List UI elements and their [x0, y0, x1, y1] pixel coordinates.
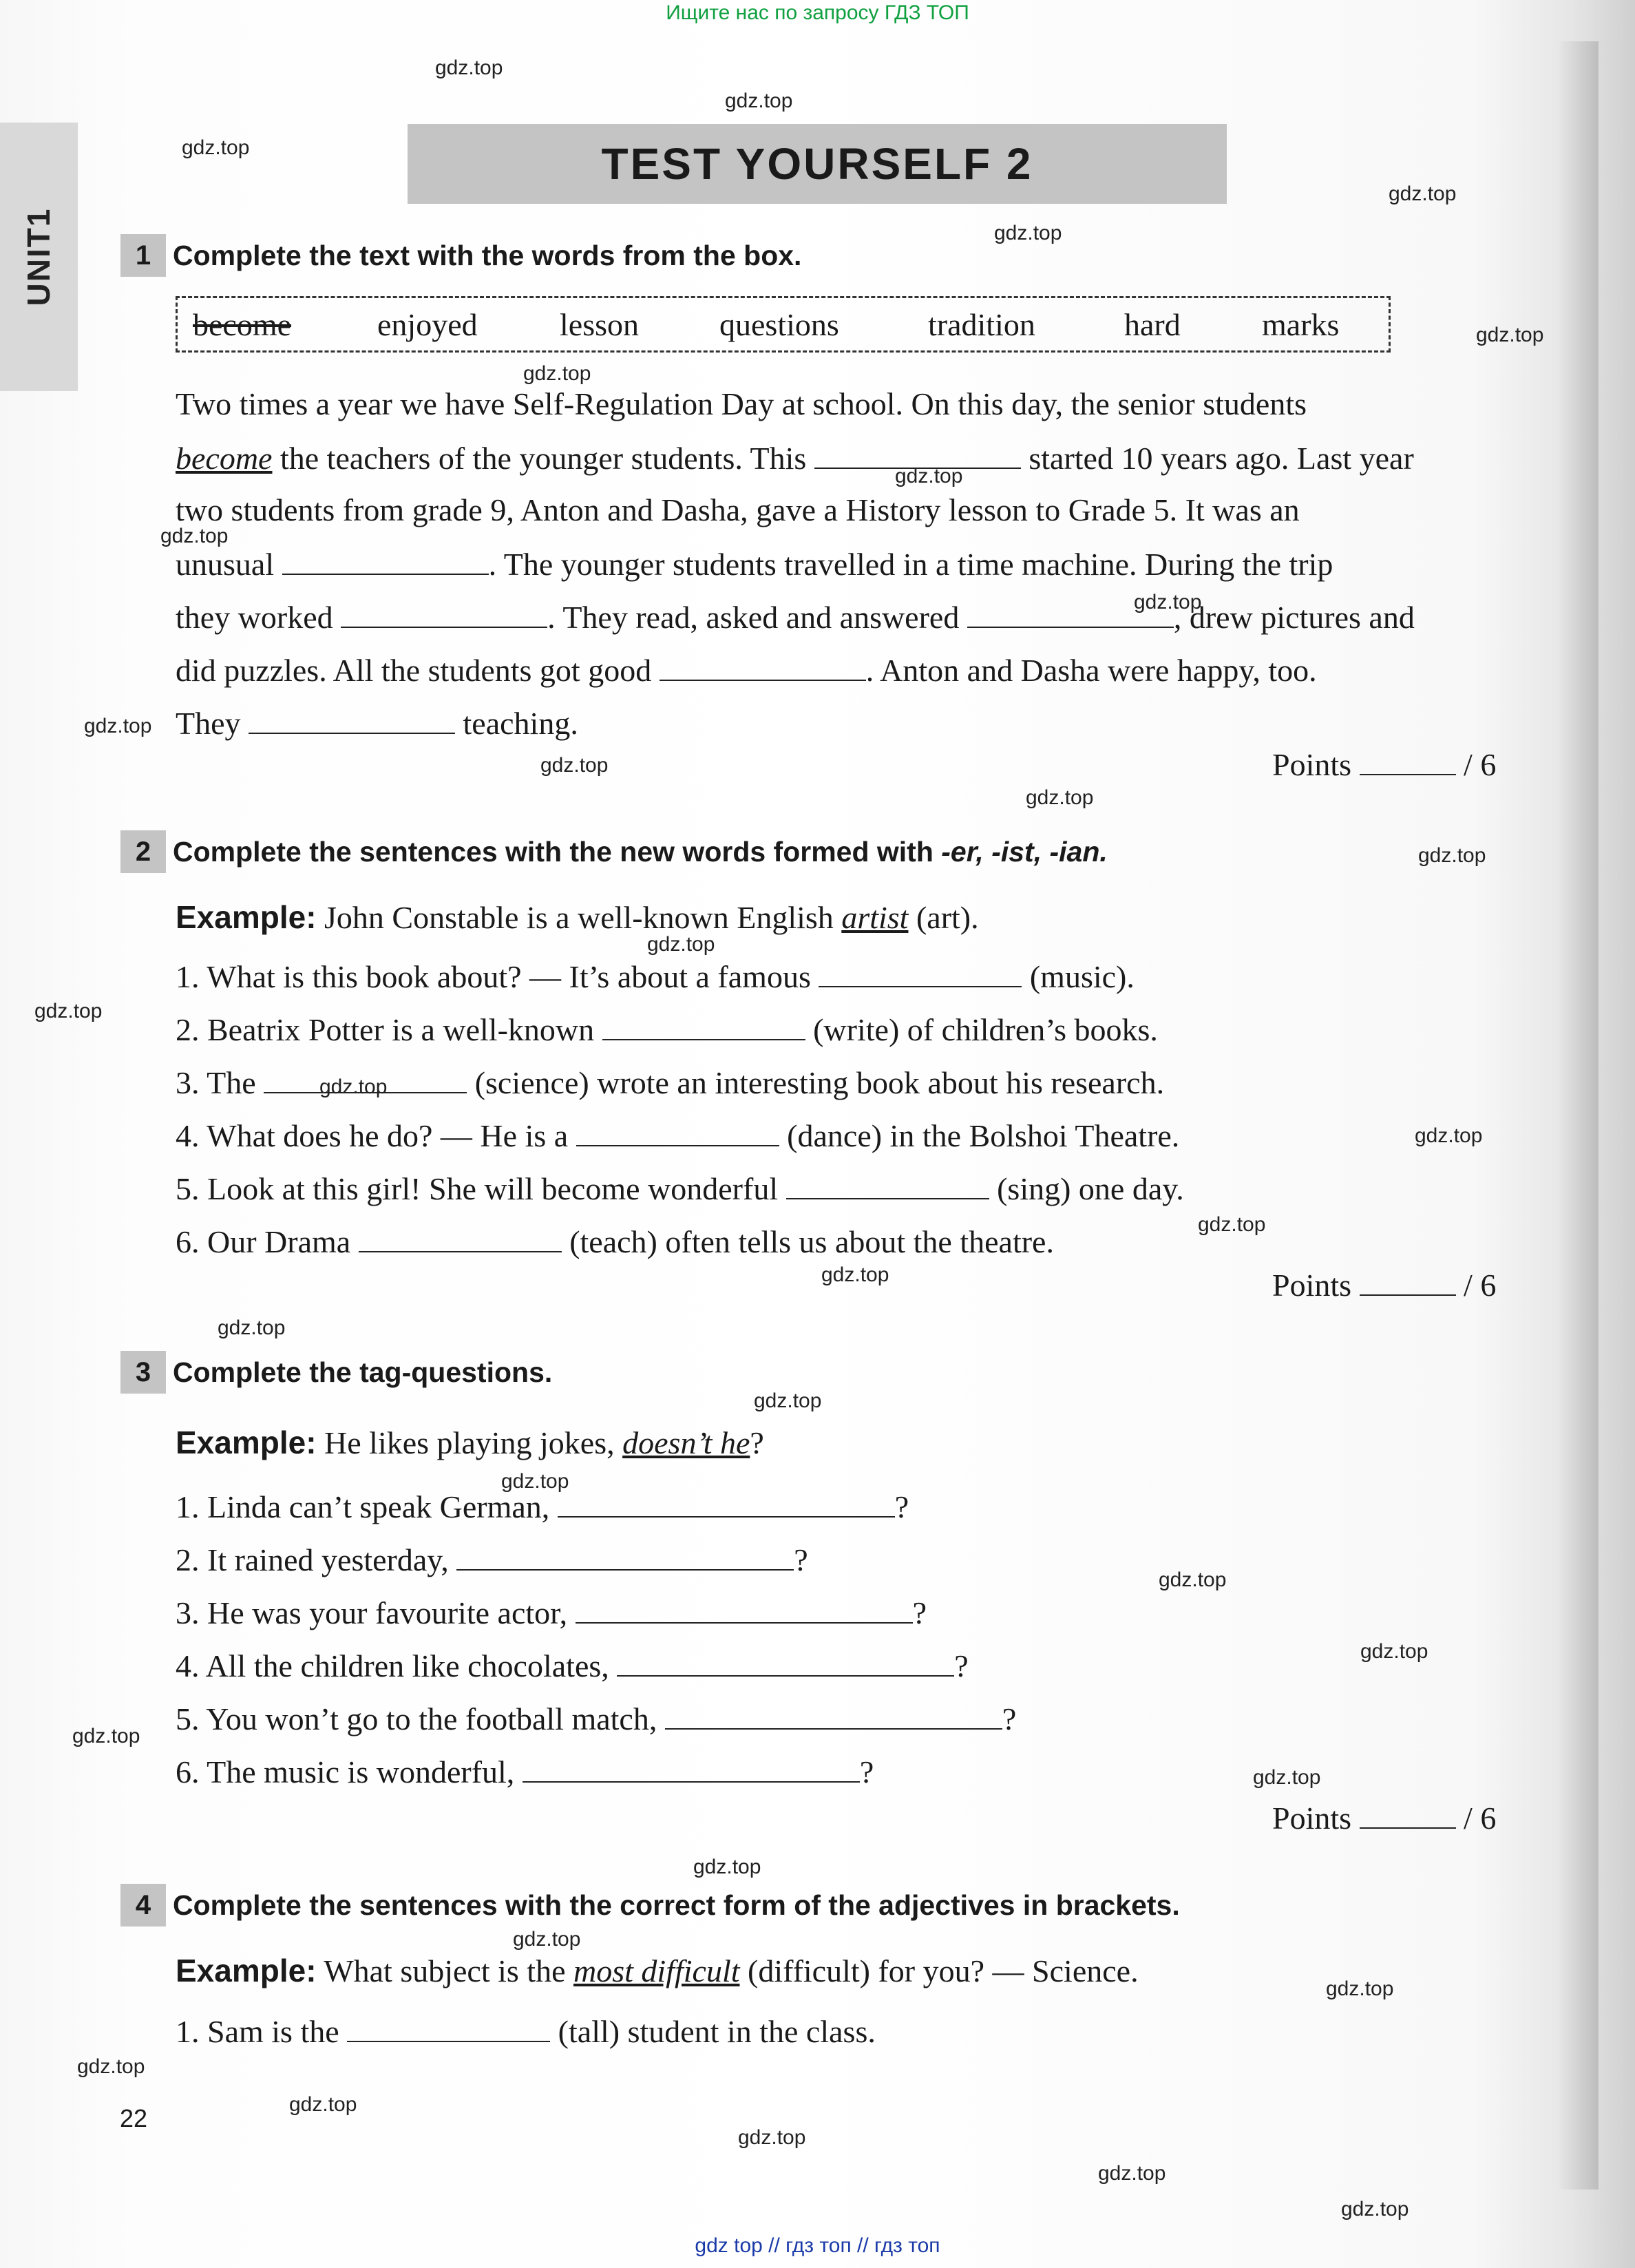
watermark-text: gdz.top [182, 136, 250, 159]
item-line: 6. Our Drama (teach) often tells us about the theatre. [176, 1222, 1054, 1260]
watermark-text: gdz.top [1253, 1766, 1321, 1789]
answer-blank[interactable] [347, 2012, 550, 2042]
answer-blank[interactable] [359, 1222, 562, 1252]
watermark-text: gdz.top [738, 2126, 806, 2149]
item-line: 5. Look at this girl! She will become wonderful (sing) one day. [176, 1169, 1184, 1207]
item-line: 3. He was your favourite actor, ? [176, 1593, 927, 1631]
item-line: 2. Beatrix Potter is a well-known (write) of children’s books. [176, 1010, 1158, 1048]
watermark-text: gdz.top [72, 1725, 140, 1747]
box-word: marks [1262, 307, 1340, 342]
watermark-text: gdz.top [1326, 1977, 1394, 2000]
text-line: become the teachers of the younger students. This started 10 years ago. Last year [176, 439, 1414, 476]
answer-blank[interactable] [660, 651, 866, 681]
top-banner[interactable]: Ищите нас по запросу ГДЗ ТОП [666, 1, 969, 24]
watermark-text: gdz.top [1098, 2162, 1166, 2185]
watermark-text: gdz.top [319, 1075, 388, 1098]
watermark-text: gdz.top [160, 525, 229, 547]
watermark-text: gdz.top [1415, 1124, 1483, 1147]
word-box [176, 296, 1391, 353]
watermark-text: gdz.top [1389, 182, 1457, 205]
watermark-text: gdz.top [693, 1856, 761, 1878]
text-line: did puzzles. All the students got good . Anton and Dasha were happy, too. [176, 651, 1317, 689]
exercise-number: 3 [120, 1351, 166, 1394]
item-line: 1. What is this book about? — It’s about a famous (music). [176, 957, 1135, 995]
exercise-title: Complete the tag-questions. [173, 1356, 553, 1388]
text-line: they worked . They read, asked and answered , drew pictures and [176, 598, 1415, 636]
watermark-text: gdz.top [289, 2093, 357, 2116]
box-word: enjoyed [377, 307, 478, 342]
watermark-text: gdz.top [994, 222, 1062, 244]
exercise-title: Complete the sentences with the correct form of the adjectives in brackets. [173, 1889, 1180, 1921]
answer-blank[interactable] [576, 1116, 779, 1146]
item-line: 2. It rained yesterday, ? [176, 1540, 808, 1578]
text-line: They teaching. [176, 704, 578, 742]
item-line: 3. The (science) wrote an interesting book about his research. [176, 1063, 1164, 1101]
watermark-text: gdz.top [895, 465, 963, 487]
answer-blank[interactable] [819, 957, 1022, 987]
exercise-2-heading [120, 830, 1108, 873]
points-blank[interactable] [1360, 1266, 1456, 1296]
answer-blank[interactable] [341, 598, 547, 628]
watermark-text: gdz.top [501, 1470, 569, 1493]
item-line: 4. All the children like chocolates, ? [176, 1646, 969, 1684]
watermark-text: gdz.top [218, 1316, 286, 1339]
box-word: become [193, 307, 292, 342]
example-line: Example: What subject is the most difficult (difficult) for you? — Science. [176, 1953, 1139, 1988]
watermark-text: gdz.top [1341, 2198, 1409, 2220]
exercise-3-heading [120, 1351, 552, 1394]
box-word: questions [719, 307, 839, 342]
points-line: Points / 6 [1272, 1266, 1496, 1303]
page-edge-shadow [1557, 41, 1599, 2190]
watermark-text: gdz.top [34, 1000, 103, 1022]
answer-blank[interactable] [665, 1699, 1002, 1730]
watermark-text: gdz.top [1134, 591, 1202, 613]
watermark-text: gdz.top [821, 1263, 889, 1286]
answer-blank[interactable] [558, 1487, 895, 1518]
answer-blank[interactable] [786, 1169, 989, 1199]
box-word: lesson [560, 307, 639, 342]
watermark-text: gdz.top [523, 362, 591, 385]
unit-label: UNIT1 [21, 207, 56, 306]
exercise-4-heading [120, 1884, 1180, 1926]
watermark-text: gdz.top [725, 90, 793, 112]
text-line: two students from grade 9, Anton and Dasha, gave a History lesson to Grade 5. It was an [176, 492, 1300, 527]
points-blank[interactable] [1360, 1798, 1456, 1829]
item-line: 1. Sam is the (tall) student in the class. [176, 2012, 876, 2050]
example-line: Example: He likes playing jokes, doesn’t he? [176, 1425, 764, 1460]
item-line: 4. What does he do? — He is a (dance) in the Bolshoi Theatre. [176, 1116, 1179, 1154]
answer-blank[interactable] [523, 1752, 860, 1783]
box-word: tradition [928, 307, 1035, 342]
text-line: Two times a year we have Self-Regulation Day at school. On this day, the senior students [176, 386, 1307, 421]
answer-blank[interactable] [602, 1010, 805, 1040]
watermark-text: gdz.top [435, 56, 503, 79]
text-line: unusual . The younger students travelled in a time machine. During the trip [176, 545, 1333, 582]
item-line: 6. The music is wonderful, ? [176, 1752, 874, 1790]
exercise-number: 4 [120, 1884, 166, 1926]
watermark-text: gdz.top [1026, 786, 1094, 809]
item-line: 1. Linda can’t speak German, ? [176, 1487, 909, 1525]
answer-example: become [176, 441, 273, 476]
exercise-number: 2 [120, 830, 166, 873]
answer-blank[interactable] [249, 704, 455, 734]
points-blank[interactable] [1360, 745, 1456, 775]
example-line: Example: John Constable is a well-known English artist (art). [176, 899, 979, 935]
watermark-text: gdz.top [84, 715, 152, 737]
bottom-banner[interactable]: gdz top // гдз топ // гдз топ [695, 2234, 940, 2257]
watermark-text: gdz.top [77, 2055, 145, 2078]
page-title-box [408, 124, 1227, 204]
answer-blank[interactable] [456, 1540, 794, 1571]
points-line: Points / 6 [1272, 1798, 1496, 1836]
answer-blank[interactable] [576, 1593, 913, 1624]
watermark-text: gdz.top [1360, 1640, 1428, 1663]
watermark-text: gdz.top [754, 1389, 822, 1412]
watermark-text: gdz.top [1159, 1568, 1227, 1591]
watermark-text: gdz.top [1418, 844, 1486, 867]
box-word: hard [1124, 307, 1181, 342]
unit-tab [0, 123, 78, 391]
points-line: Points / 6 [1272, 745, 1496, 783]
item-line: 5. You won’t go to the football match, ? [176, 1699, 1016, 1737]
exercise-number: 1 [120, 234, 166, 277]
watermark-text: gdz.top [647, 933, 715, 956]
answer-blank[interactable] [617, 1646, 954, 1677]
watermark-text: gdz.top [540, 754, 609, 777]
answer-blank[interactable] [282, 545, 489, 575]
exercise-title: Complete the sentences with the new words formed with -er, -ist, -ian. [173, 835, 1108, 868]
page-title: TEST YOURSELF 2 [601, 139, 1033, 189]
watermark-text: gdz.top [1476, 324, 1544, 346]
exercise-title: Complete the text with the words from the box. [173, 239, 802, 271]
watermark-text: gdz.top [513, 1928, 581, 1951]
exercise-1-heading [120, 234, 801, 277]
page-number: 22 [120, 2104, 148, 2132]
watermark-text: gdz.top [1198, 1213, 1266, 1236]
